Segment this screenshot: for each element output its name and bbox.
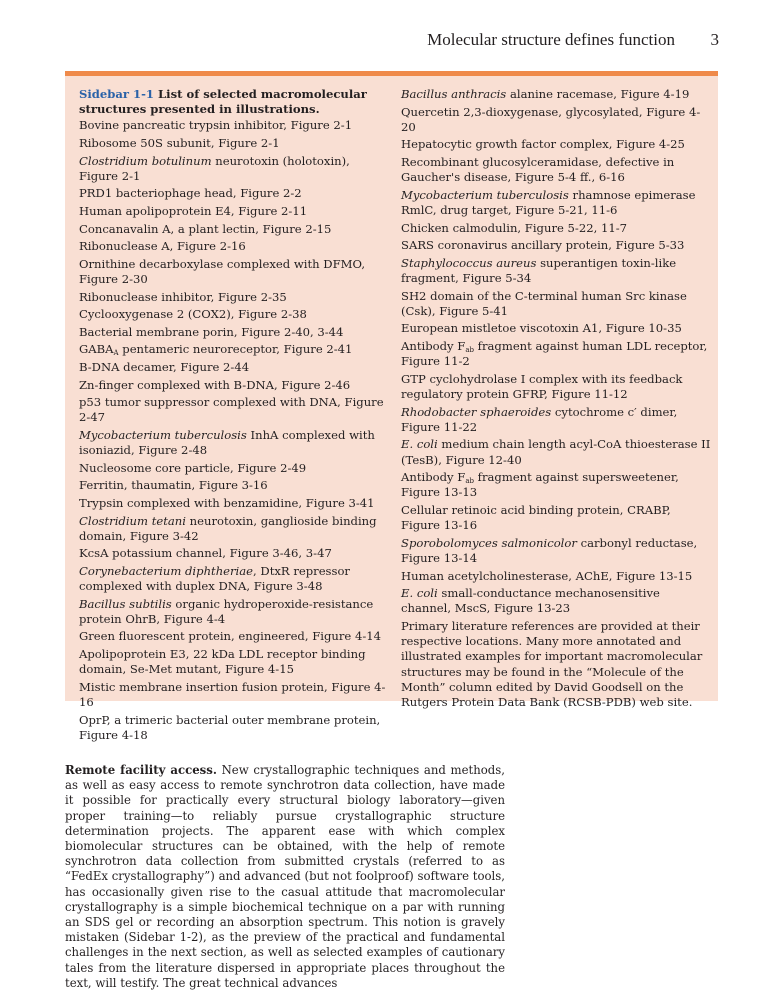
entry-text: Ferritin, thaumatin, Figure 3-16 (79, 478, 268, 493)
running-head-title: Molecular structure defines function (427, 30, 675, 49)
sidebar-left-list (79, 118, 389, 743)
entry-text: neurotoxin, ganglioside binding domain, Figure 3-42 (79, 513, 377, 543)
structure-entry (401, 238, 711, 253)
sidebar-heading (79, 87, 389, 117)
structure-entry (79, 395, 389, 425)
structure-entry (79, 546, 389, 561)
entry-text: neurotoxin (holotoxin), Figure 2-1 (79, 153, 350, 183)
entry-text: small-conductance mechanosensitive channel, MscS, Figure 13-23 (401, 586, 660, 616)
entry-text: medium chain length acyl-CoA thioesterase II (TesB), Figure 12-40 (401, 437, 711, 467)
structure-entry (401, 339, 711, 369)
entry-text: OprP, a trimeric bacterial outer membrane protein, Figure 4-18 (79, 712, 381, 742)
paragraph-lead: Remote facility access. (65, 763, 217, 777)
entry-text: Apolipoprotein E3, 22 kDa LDL receptor binding domain, Se-Met mutant, Figure 4-15 (79, 647, 366, 677)
structure-entry (79, 647, 389, 677)
entry-text: SH2 domain of the C-terminal human Src kinase (Csk), Figure 5-41 (401, 288, 687, 318)
structure-entry (401, 372, 711, 402)
sidebar-box (65, 71, 718, 742)
entry-text: Ornithine decarboxylase complexed with DFMO, Figure 2-30 (79, 256, 366, 286)
entry-organism: Bacillus subtilis (79, 596, 172, 611)
entry-organism: Bacillus anthracis (401, 87, 507, 101)
running-head (0, 30, 773, 54)
entry-text: InhA complexed with isoniazid, Figure 2-48 (79, 427, 375, 458)
paragraph-text: New crystallographic techniques and methods, as well as easy access to remote synchrotron data collection, have made it possible for practically every structural biology laboratory—given proper training—to reliably pursue crystallographic structure determination projects. The apparent ease with which complex biomolecular structures can be obtained, with the help of remote synchrotron data collection from submitted crystals (referred to as “FedEx crystallography”) and advanced (but not foolproof) software tools, has occasionally given rise to the casual attitude that macromolecular crystallography is a simple biochemical technique on a par with running an SDS gel or recording an absorption spectrum. This notion is gravely mistaken (Sidebar 1-2), as the preview of the practical and fundamental challenges in the next section, as well as selected examples of cautionary tales from the literature dispersed in appropriate places throughout the text, will testify. The great technical advances (65, 763, 505, 990)
structure-entry (79, 239, 389, 254)
entry-text: Cyclooxygenase 2 (COX2), Figure 2-38 (79, 307, 307, 322)
entry-text: Zn-finger complexed with B-DNA, Figure 2-46 (79, 377, 351, 392)
entry-text: Ribonuclease inhibitor, Figure 2-35 (79, 289, 287, 304)
entry-text: Human acetylcholinesterase, AChE, Figure 13-15 (401, 568, 693, 583)
entry-text: Trypsin complexed with benzamidine, Figure 3-41 (79, 495, 375, 510)
entry-text: Concanavalin A, a plant lectin, Figure 2-15 (79, 221, 332, 236)
entry-text: pentameric neuroreceptor, Figure 2-41 (118, 342, 353, 357)
entry-text: Ribosome 50S subunit, Figure 2-1 (79, 136, 280, 150)
structure-entry (79, 496, 389, 511)
entry-organism: Mycobacterium tuberculosis (401, 187, 569, 202)
structure-entry (79, 222, 389, 237)
structure-entry (401, 405, 711, 435)
sidebar-label: Sidebar 1-1 (79, 87, 154, 101)
entry-subscript: ab (465, 477, 474, 486)
entry-text: KcsA potassium channel, Figure 3-46, 3-47 (79, 546, 332, 561)
entry-text: alanine racemase, Figure 4-19 (506, 87, 690, 101)
structure-entry (79, 360, 389, 375)
sidebar-closing-note: Primary literature references are provided at their respective locations. Many more annotated and illustrated examples for important macromolecular structures may be found in the “Molecule of the Month” column edited by David Goodsell on the Rutgers Protein Data Bank (RCSB-PDB) web site. (401, 618, 703, 709)
structure-entry (79, 680, 389, 710)
structure-entry (79, 290, 389, 305)
entry-text: Cellular retinoic acid binding protein, CRABP, Figure 13-16 (401, 502, 671, 533)
entry-text: superantigen toxin-like fragment, Figure 5-34 (401, 255, 677, 285)
entry-text: fragment against human LDL receptor, Figure 11-2 (401, 338, 708, 369)
structure-entry (79, 257, 389, 287)
structure-entry (401, 256, 711, 286)
entry-text: Hepatocytic growth factor complex, Figure 4-25 (401, 137, 685, 152)
sidebar-title: List of selected macromolecular structures presented in illustrations. (79, 87, 367, 117)
structure-entry (401, 503, 711, 533)
sidebar-right-list (401, 87, 711, 617)
entry-text: Ribonuclease A, Figure 2-16 (79, 239, 246, 254)
body-paragraph (65, 763, 505, 991)
structure-entry (79, 186, 389, 201)
entry-text: Bovine pancreatic trypsin inhibitor, Figure 2-1 (79, 118, 353, 133)
entry-text: SARS coronavirus ancillary protein, Figure 5-33 (401, 238, 685, 253)
entry-organism: Clostridium tetani (79, 513, 186, 528)
entry-text: B-DNA decamer, Figure 2-44 (79, 359, 250, 374)
entry-organism: Sporobolomyces salmonicolor (401, 535, 577, 550)
structure-entry (401, 137, 711, 152)
entry-text: Green fluorescent protein, engineered, Figure 4-14 (79, 629, 382, 644)
entry-text: carbonyl reductase, Figure 13-14 (401, 535, 698, 565)
entry-organism: Clostridium botulinum (79, 153, 212, 168)
structure-entry (79, 378, 389, 393)
structure-entry (79, 204, 389, 219)
sidebar-left-column (79, 87, 389, 745)
entry-prefix: GABA (79, 342, 114, 357)
structure-entry (79, 564, 389, 594)
structure-entry (79, 154, 389, 184)
entry-text: Nucleosome core particle, Figure 2-49 (79, 460, 307, 475)
structure-entry (401, 470, 711, 500)
structure-entry (401, 437, 711, 467)
structure-entry (79, 713, 389, 743)
entry-organism: Corynebacterium diphtheriae (79, 563, 254, 578)
entry-text: rhamnose epimerase RmlC, drug target, Figure 5-21, 11-6 (401, 187, 696, 217)
structure-entry (401, 289, 711, 319)
entry-organism: Rhodobacter sphaeroides (401, 404, 552, 419)
entry-text: Quercetin 2,3-dioxygenase, glycosylated, Figure 4-20 (401, 104, 701, 134)
entry-organism: Mycobacterium tuberculosis (79, 427, 247, 442)
entry-text: , DtxR repressor complexed with duplex DNA, Figure 3-48 (79, 563, 350, 594)
structure-entry (79, 118, 389, 133)
structure-entry (79, 514, 389, 544)
entry-text: European mistletoe viscotoxin A1, Figure 10-35 (401, 321, 682, 336)
entry-prefix: Antibody F (401, 470, 466, 485)
entry-organism: E. coli (401, 437, 438, 452)
entry-organism: Staphylococcus aureus (401, 255, 537, 270)
entry-prefix: Antibody F (401, 338, 466, 353)
entry-text: cytochrome c′ dimer, Figure 11-22 (401, 404, 678, 434)
structure-entry (401, 569, 711, 584)
page-number: 3 (710, 30, 719, 49)
structure-entry (401, 221, 711, 236)
entry-text: Chicken calmodulin, Figure 5-22, 11-7 (401, 220, 627, 235)
structure-entry (401, 536, 711, 566)
structure-entry (401, 586, 711, 616)
entry-text: Human apolipoprotein E4, Figure 2-11 (79, 203, 308, 218)
structure-entry (79, 629, 389, 644)
entry-text: PRD1 bacteriophage head, Figure 2-2 (79, 186, 302, 201)
structure-entry (79, 428, 389, 458)
structure-entry (401, 87, 711, 102)
entry-text: fragment against supersweetener, Figure 13-13 (401, 470, 679, 500)
structure-entry (79, 461, 389, 476)
entry-text: GTP cyclohydrolase I complex with its feedback regulatory protein GFRP, Figure 11-12 (401, 371, 683, 401)
entry-text: Recombinant glucosylceramidase, defective in Gaucher's disease, Figure 5-4 ff., 6-16 (401, 154, 675, 185)
sidebar-right-column (401, 87, 711, 710)
entry-text: Bacterial membrane porin, Figure 2-40, 3-44 (79, 324, 344, 339)
structure-entry (401, 155, 711, 185)
entry-subscript: ab (465, 345, 474, 354)
entry-text: Mistic membrane insertion fusion protein, Figure 4-16 (79, 679, 386, 710)
structure-entry (401, 321, 711, 336)
structure-entry (79, 325, 389, 340)
structure-entry (79, 136, 389, 151)
structure-entry (79, 597, 389, 627)
structure-entry (79, 478, 389, 493)
structure-entry (401, 105, 711, 135)
structure-entry (79, 342, 389, 357)
structure-entry (79, 307, 389, 322)
entry-organism: E. coli (401, 586, 438, 601)
entry-text: p53 tumor suppressor complexed with DNA, Figure 2-47 (79, 395, 384, 425)
structure-entry (401, 188, 711, 218)
entry-text: organic hydroperoxide-resistance protein OhrB, Figure 4-4 (79, 596, 374, 626)
entry-subscript: A (113, 349, 119, 358)
